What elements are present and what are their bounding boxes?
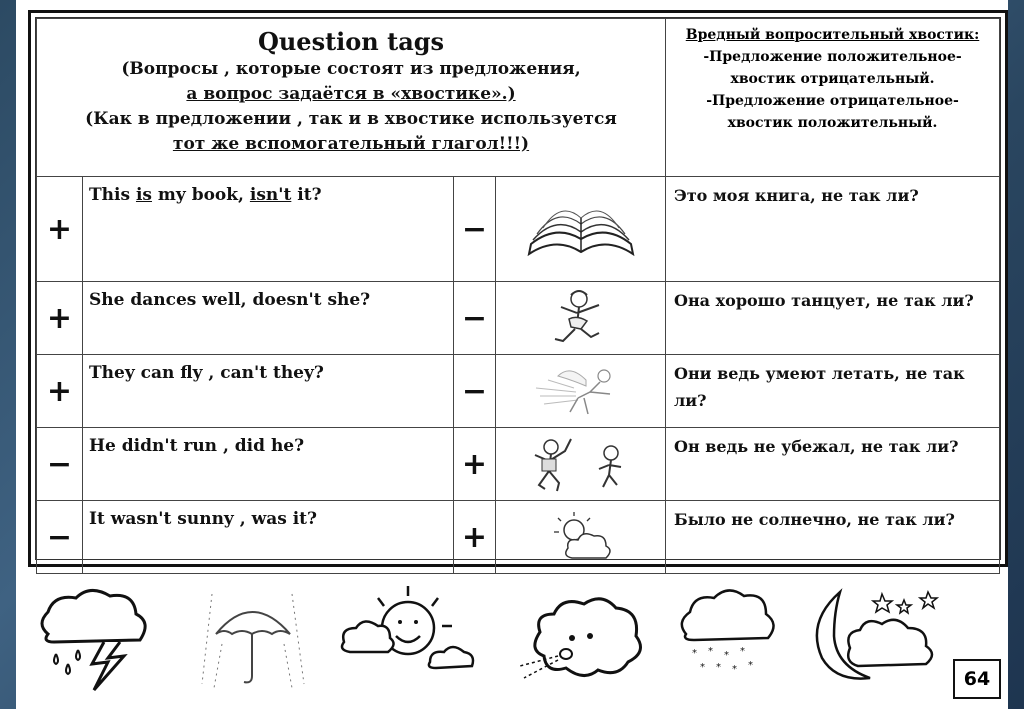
tag-sign: −: [454, 355, 496, 428]
tag-sign: −: [454, 177, 496, 282]
svg-text:*: *: [692, 648, 697, 659]
header-line-2: а вопрос задаётся в «хвостике».): [186, 84, 516, 104]
svg-text:*: *: [748, 660, 753, 671]
sentence-sign: −: [37, 501, 83, 574]
header-explanation: [37, 19, 666, 177]
example-sentence: He didn't run , did he?: [83, 428, 454, 501]
svg-text:*: *: [700, 662, 705, 673]
rule-line-4: хвостик положительный.: [727, 115, 938, 131]
tag-sign: +: [454, 428, 496, 501]
open-book-icon: [521, 194, 641, 264]
example-sentence: This is my book, isn't it?: [83, 177, 454, 282]
windy-cloud-icon: [510, 588, 650, 694]
translation: Они ведь умеют летать, не так ли?: [666, 355, 1000, 428]
svg-text:*: *: [708, 646, 713, 657]
header-row: [37, 19, 1000, 177]
translation: Она хорошо танцует, не так ли?: [666, 282, 1000, 355]
tag-sign: +: [454, 501, 496, 574]
svg-text:*: *: [724, 650, 729, 661]
rule-box: [666, 19, 1000, 177]
table-row: [37, 501, 1000, 574]
page-number: 64: [953, 659, 1001, 699]
header-line-3: (Как в предложении , так и в хвостике используется: [85, 109, 617, 129]
header-line-4: тот же вспомогательный глагол!!!): [172, 134, 530, 154]
snow-cloud-icon: [672, 584, 782, 694]
sun-cloud-icon: [536, 506, 626, 568]
rule-title: Вредный вопросительный хвостик:: [685, 27, 980, 43]
sentence-sign: +: [37, 177, 83, 282]
storm-cloud-icon: [28, 584, 158, 694]
running-boys-icon: [521, 431, 641, 497]
svg-text:*: *: [740, 646, 745, 657]
example-sentence: She dances well, doesn't she?: [83, 282, 454, 355]
page-title: Question tags: [257, 27, 445, 56]
dancing-girl-icon: [541, 285, 621, 351]
translation: Было не солнечно, не так ли?: [666, 501, 1000, 574]
flying-fairy-icon: [526, 358, 636, 424]
svg-text:*: *: [732, 664, 737, 675]
table-row: [37, 177, 1000, 282]
sentence-sign: −: [37, 428, 83, 501]
rule-line-1: -Предложение положительное-: [703, 49, 962, 65]
weather-icons-strip: [14, 578, 954, 698]
table-row: [37, 282, 1000, 355]
sentence-sign: +: [37, 282, 83, 355]
example-sentence: It wasn't sunny , was it?: [83, 501, 454, 574]
smiling-sun-icon: [334, 578, 484, 694]
question-tags-table-frame: [28, 10, 1008, 567]
table-row: [37, 355, 1000, 428]
svg-text:*: *: [716, 662, 721, 673]
sentence-sign: +: [37, 355, 83, 428]
translation: Это моя книга, не так ли?: [666, 177, 1000, 282]
umbrella-rain-icon: [192, 584, 312, 694]
rule-line-3: -Предложение отрицательное-: [706, 93, 959, 109]
rule-line-2: хвостик отрицательный.: [730, 71, 935, 87]
question-tags-table: [36, 18, 1000, 574]
translation: Он ведь не убежал, не так ли?: [666, 428, 1000, 501]
table-row: [37, 428, 1000, 501]
moon-stars-icon: [800, 582, 954, 694]
header-line-1: (Вопросы , которые состоят из предложения,: [121, 59, 581, 79]
example-sentence: They can fly , can't they?: [83, 355, 454, 428]
tag-sign: −: [454, 282, 496, 355]
